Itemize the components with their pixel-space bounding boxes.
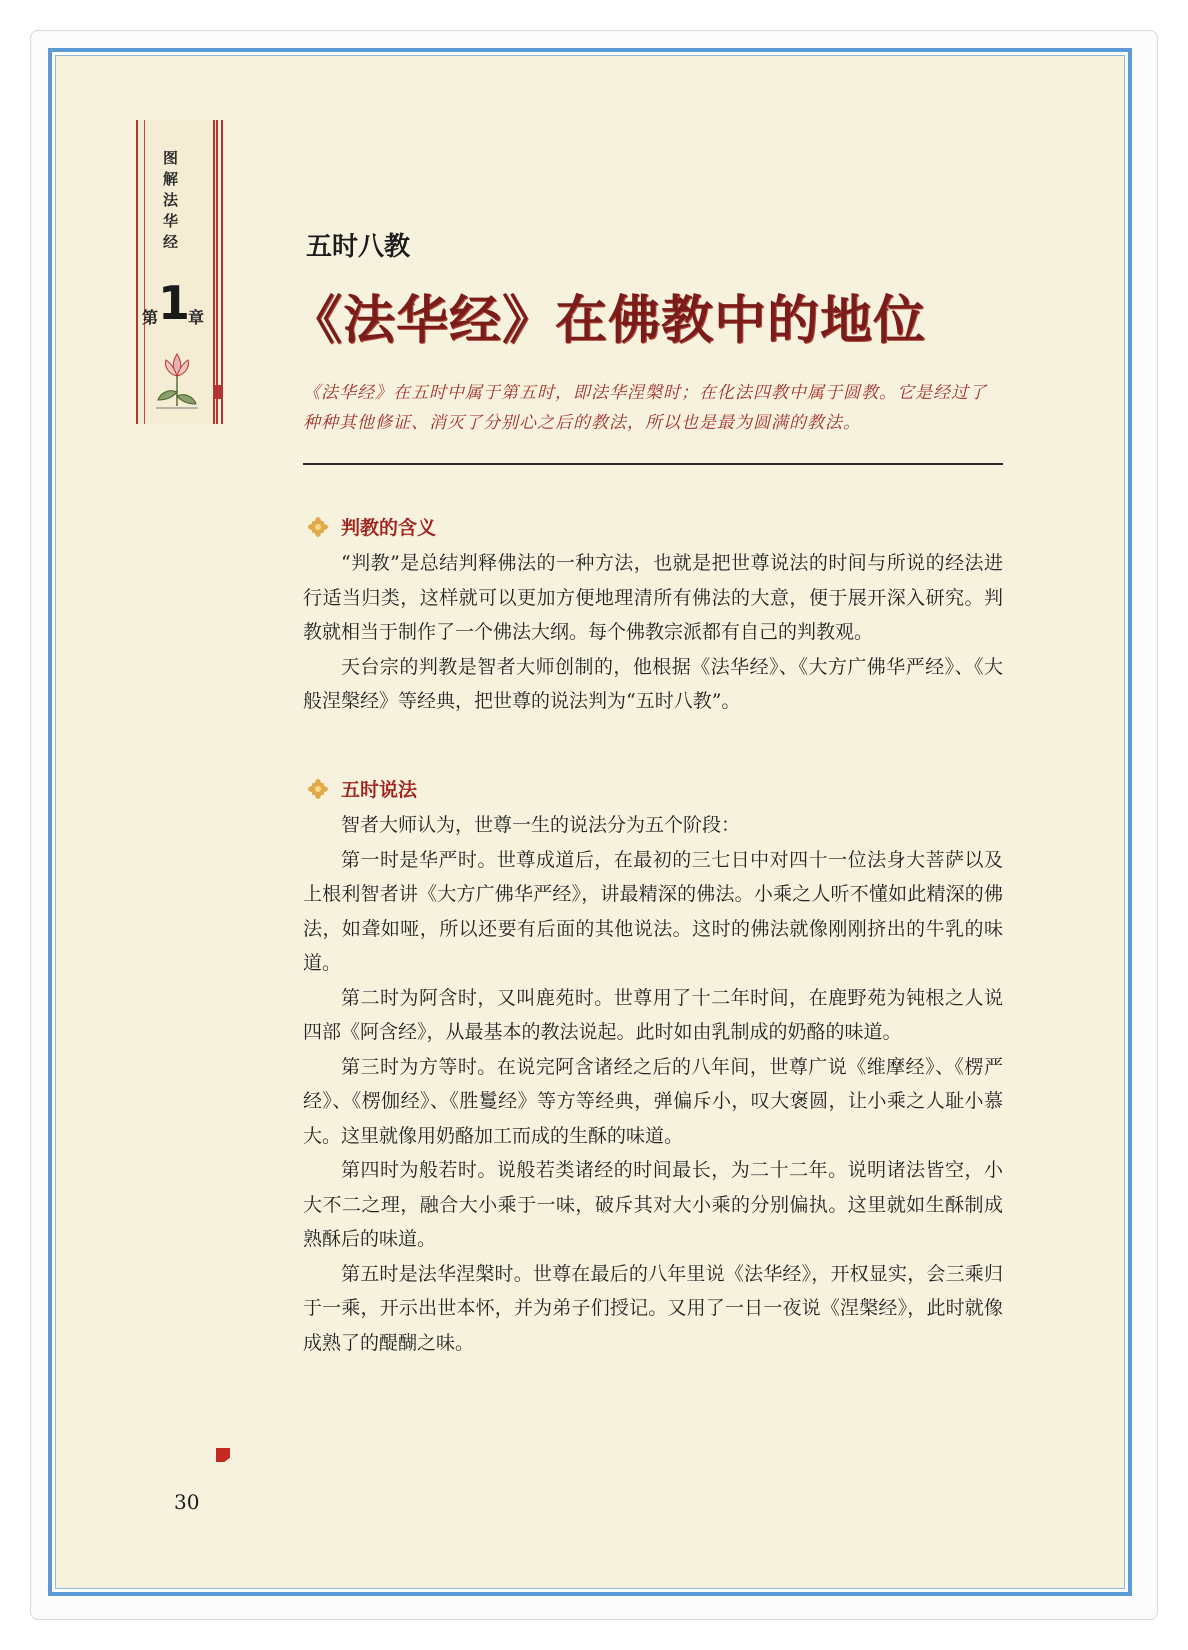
- flower-bullet-icon: [303, 515, 333, 539]
- intro-summary: 《法华经》在五时中属于第五时，即法华涅槃时；在化法四教中属于圆教。它是经过了种种其他修证、消灭了分别心之后的教法，所以也是最为圆满的教法。: [303, 383, 987, 433]
- paragraph: “判教”是总结判释佛法的一种方法，也就是把世尊说法的时间与所说的经法进行适当归类，这样就可以更加方便地理清所有佛法的大意，便于展开深入研究。判教就相当于制作了一个佛法大纲。每个佛教宗派都有自己的判教观。: [303, 552, 1003, 643]
- page-title: 《法华经》在佛教中的地位: [290, 290, 927, 351]
- section-heading-title: 判教的含义: [341, 517, 437, 539]
- book-vertical-title: 图解法华经: [161, 150, 179, 255]
- section-heading-2: [303, 775, 417, 802]
- chapter-suffix: 章: [188, 308, 205, 327]
- chapter-number: 1: [158, 276, 191, 330]
- flower-bullet-icon: [303, 777, 333, 801]
- chapter-side-tab: [136, 120, 218, 424]
- page-subtitle: 五时八教: [306, 232, 411, 262]
- side-red-strip: [213, 120, 223, 424]
- paragraph: 第四时为般若时。说般若类诸经的时间最长，为二十二年。说明诸法皆空，小大不二之理，融合大小乘于一味，破斥其对大小乘的分别偏执。这里就如生酥制成熟酥后的味道。: [303, 1159, 1003, 1250]
- paragraph: 天台宗的判教是智者大师创制的，他根据《法华经》、《大方广佛华严经》、《大般涅槃经》等经典，把世尊的说法判为“五时八教”。: [303, 655, 1003, 712]
- section-1-body: [303, 546, 1003, 719]
- chapter-prefix: 第: [142, 308, 159, 327]
- lotus-icon: [150, 348, 204, 412]
- side-tab-line: [144, 120, 145, 424]
- title-divider: [303, 463, 1003, 465]
- corner-red-mark: [216, 1448, 230, 1462]
- paragraph: 智者大师认为，世尊一生的说法分为五个阶段：: [341, 814, 741, 836]
- paragraph: 第二时为阿含时，又叫鹿苑时。世尊用了十二年时间，在鹿野苑为钝根之人说四部《阿含经》，从最基本的教法说起。此时如由乳制成的奶酪的味道。: [303, 986, 1003, 1043]
- paragraph: 第五时是法华涅槃时。世尊在最后的八年里说《法华经》，开权显实，会三乘归于一乘，开示出世本怀，并为弟子们授记。又用了一日一夜说《涅槃经》，此时就像成熟了的醍醐之味。: [303, 1262, 1003, 1354]
- section-2-body: [303, 808, 1003, 1360]
- paragraph: 第三时为方等时。在说完阿含诸经之后的八年间，世尊广说《维摩经》、《楞严经》、《楞伽经》、《胜鬘经》等方等经典，弹偏斥小，叹大褒圆，让小乘之人耻小慕大。这里就像用奶酪加工而成的生酥的味道。: [303, 1055, 1003, 1147]
- book-page: [58, 58, 1122, 1586]
- paragraph: 第一时是华严时。世尊成道后，在最初的三七日中对四十一位法身大菩萨以及上根利智者讲《大方广佛华严经》，讲最精深的佛法。小乘之人听不懂如此精深的佛法，如聋如哑，所以还要有后面的其他说法。这时的佛法就像刚刚挤出的牛乳的味道。: [303, 848, 1003, 974]
- section-heading-title: 五时说法: [341, 779, 418, 801]
- side-red-mark: [215, 385, 221, 399]
- page-number: 30: [174, 1490, 200, 1514]
- section-heading-1: [303, 513, 436, 540]
